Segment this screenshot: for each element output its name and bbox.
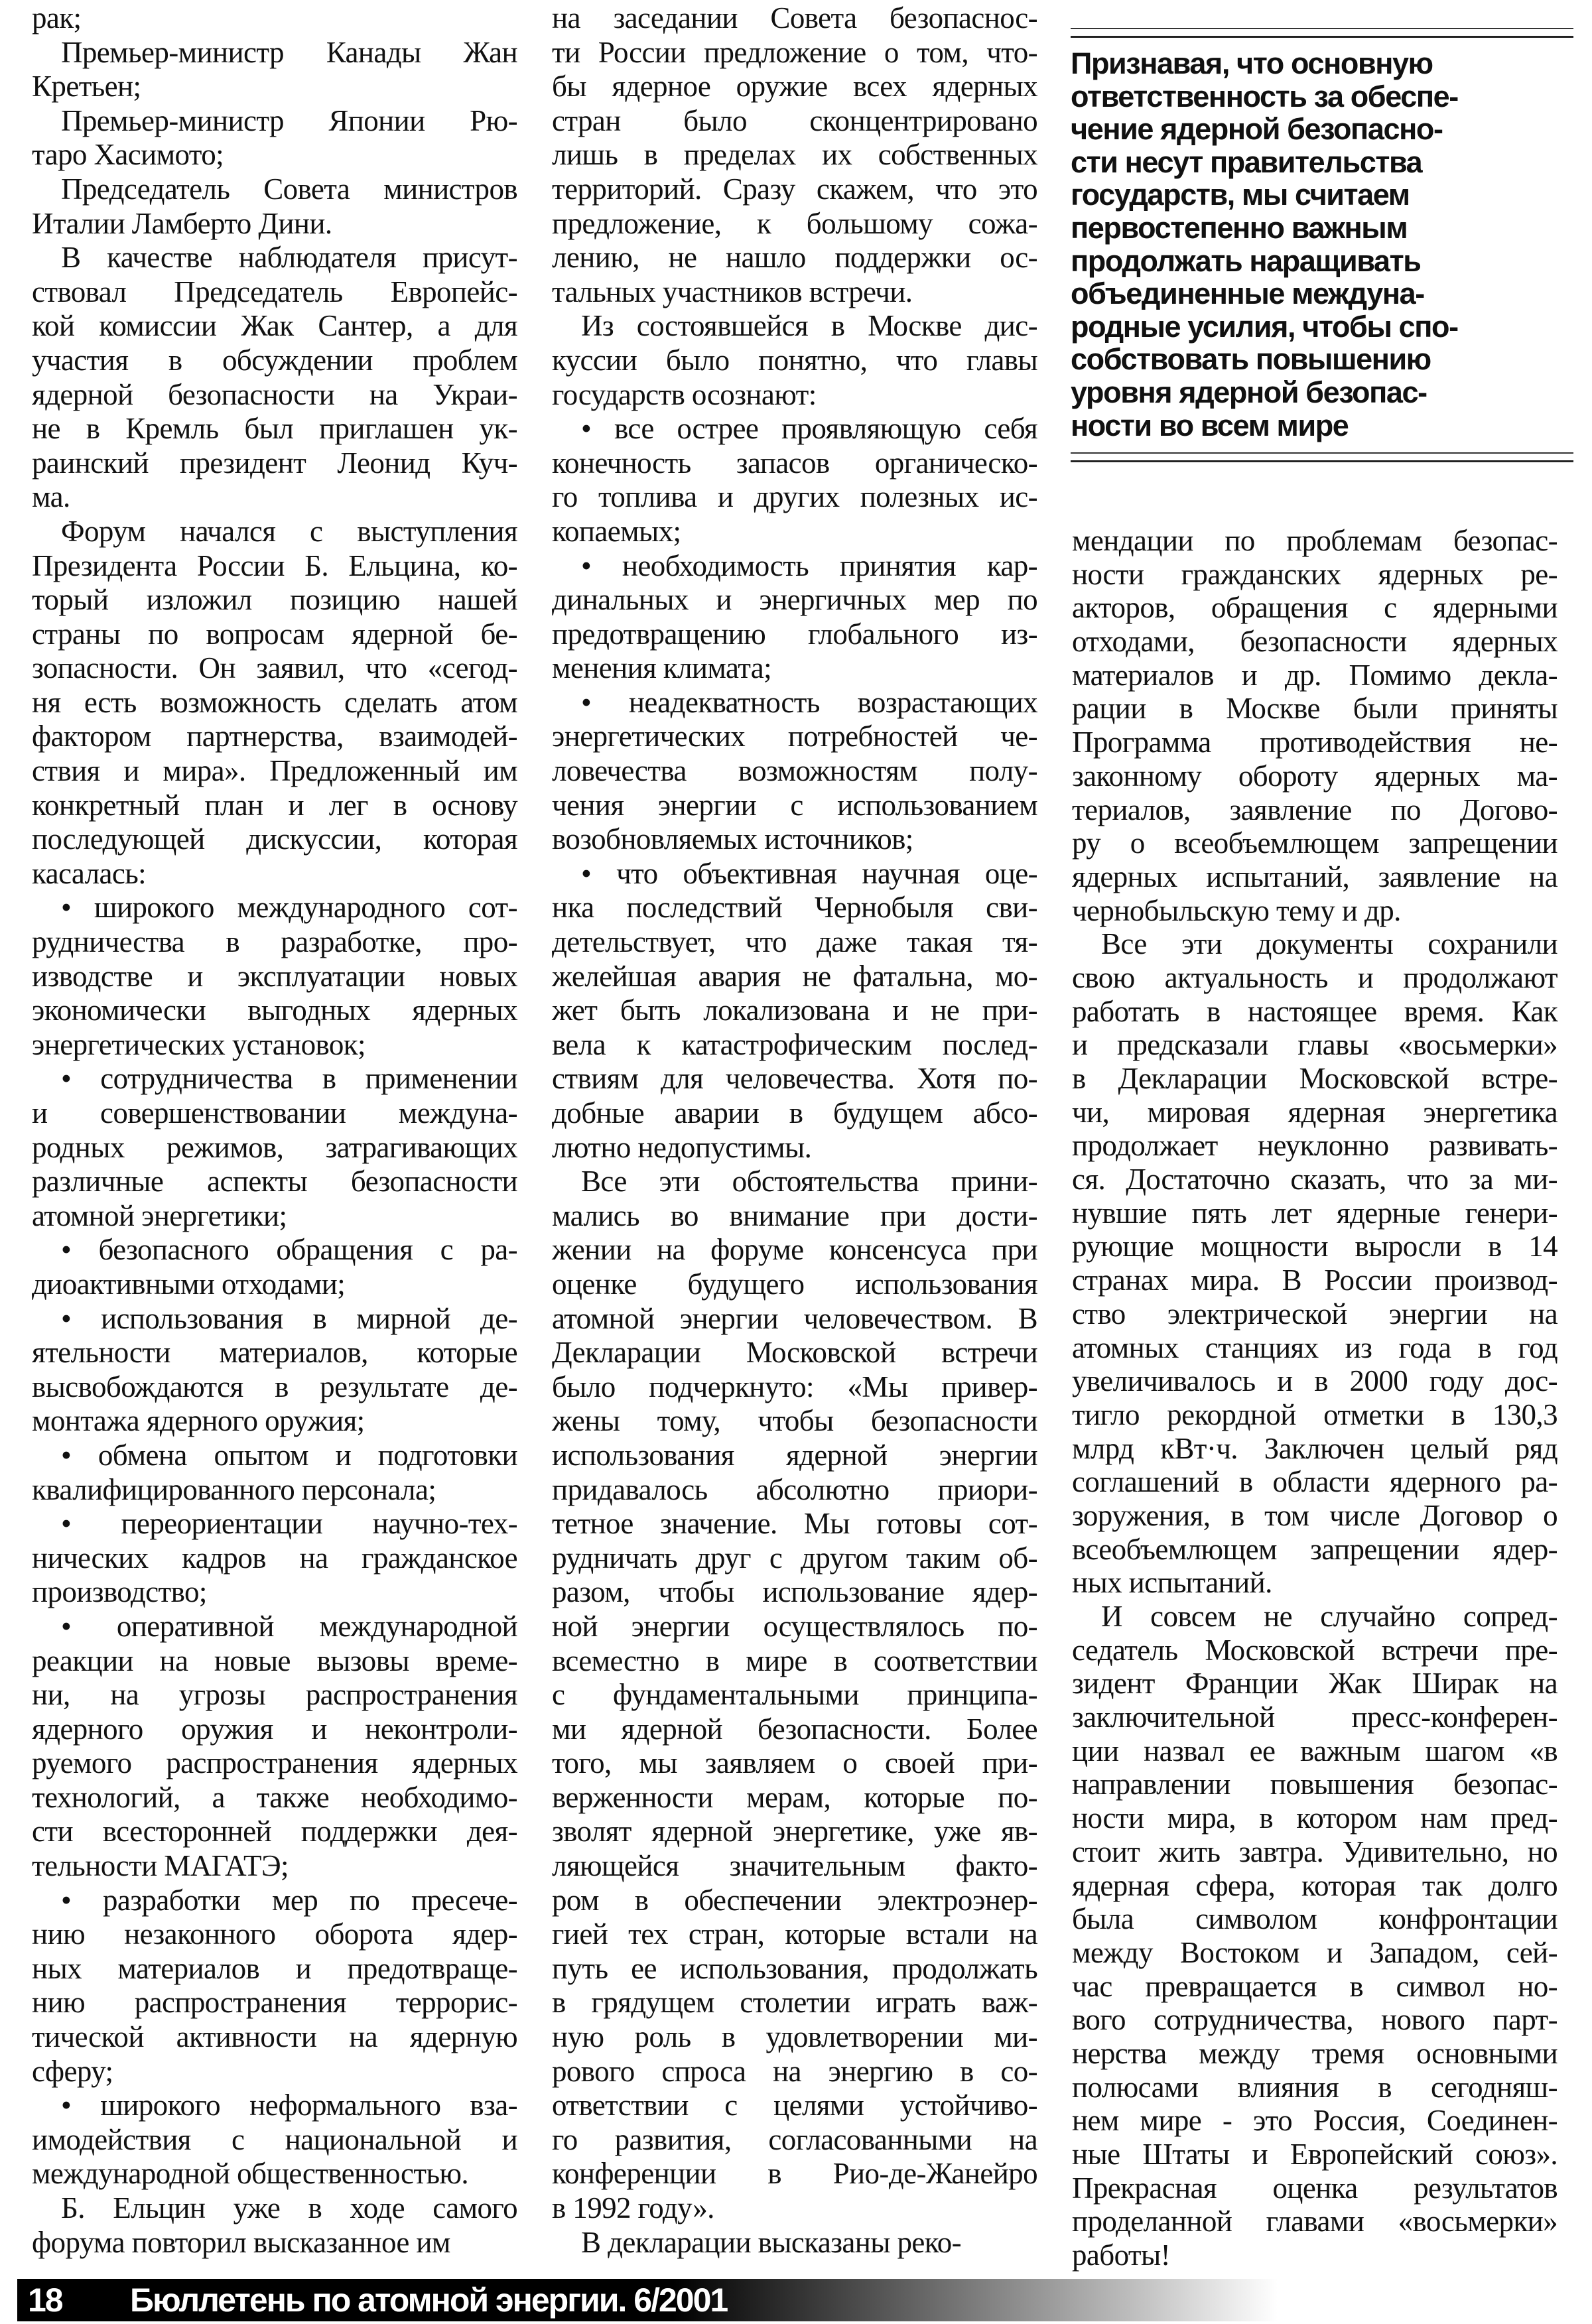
text-line: ответствии с целями устойчиво- bbox=[552, 2089, 1037, 2122]
pull-quote-line: уровня ядерной безопас- bbox=[1071, 375, 1427, 409]
text-line: в грядущем столетии играть важ- bbox=[552, 1986, 1037, 2020]
text-line: Кретьен; bbox=[32, 70, 141, 103]
text-line: рудничества в разработке, про- bbox=[32, 925, 517, 959]
paragraph bbox=[32, 36, 517, 104]
text-line: ствия и мира». Предложенный им bbox=[32, 754, 517, 788]
text-line: свою актуальность и продолжают bbox=[1072, 960, 1558, 994]
text-line: рового спроса на энергию в со- bbox=[552, 2054, 1037, 2088]
paragraph bbox=[552, 857, 1037, 1165]
text-line: • необходимость принятия кар- bbox=[581, 549, 1037, 582]
text-line: вела к катастрофическим послед- bbox=[552, 1027, 1037, 1061]
text-line: лению, не нашло поддержки ос- bbox=[552, 241, 1037, 275]
paragraph bbox=[32, 1, 517, 36]
text-line: тической активности на ядерную bbox=[32, 2020, 517, 2054]
paragraph bbox=[32, 1233, 517, 1301]
text-line: ствовал Председатель Европейс- bbox=[32, 275, 517, 308]
text-line: разом, чтобы использование ядер- bbox=[552, 1575, 1037, 1609]
text-line: динальных и энергичных мер по bbox=[552, 583, 1037, 617]
text-line: лютно недопустимы. bbox=[552, 1130, 812, 1164]
text-line: Президента России Б. Ельцина, ко- bbox=[32, 549, 517, 582]
text-line: Декларации Московской встречи bbox=[552, 1336, 1037, 1370]
paragraph bbox=[32, 1439, 517, 1507]
paragraph bbox=[552, 1165, 1037, 2225]
text-line: ных материалов и предотвраще- bbox=[32, 1951, 517, 1985]
paragraph bbox=[552, 412, 1037, 549]
text-line: между Востоком и Западом, сей- bbox=[1072, 1935, 1558, 1969]
text-line: ствиям для человечества. Хотя по- bbox=[552, 1062, 1037, 1096]
text-line: добные аварии в будущем абсо- bbox=[552, 1096, 1037, 1130]
pull-quote-line: государств, мы считаем bbox=[1071, 178, 1410, 212]
text-line: рак; bbox=[32, 1, 82, 34]
text-line: международной общественностью. bbox=[32, 2157, 469, 2191]
text-line: • неадекватность возрастающих bbox=[581, 685, 1037, 719]
text-line: Все эти документы сохранили bbox=[1101, 927, 1558, 961]
text-line: • оперативной международной bbox=[61, 1609, 517, 1643]
text-line: страны по вопросам ядерной бе- bbox=[32, 617, 517, 651]
text-line: Программа противодействия не- bbox=[1072, 726, 1558, 759]
text-line: • широкого неформального вза- bbox=[61, 2089, 517, 2122]
text-line: предложение, к большому сожа- bbox=[552, 206, 1037, 240]
paragraph bbox=[552, 1, 1037, 309]
text-line: го развития, согласованными на bbox=[552, 2122, 1037, 2156]
paragraph bbox=[1072, 927, 1558, 1600]
text-line: рудничать друг с другом таким об- bbox=[552, 1541, 1037, 1575]
text-line: сти всесторонней поддержки дея- bbox=[32, 1815, 517, 1848]
text-line: нерства между тремя основными bbox=[1072, 2036, 1558, 2070]
journal-title: Бюллетень по атомной энергии. 6/2001 bbox=[130, 2282, 728, 2319]
text-line: ма. bbox=[32, 480, 70, 514]
text-line: тетное значение. Мы готовы сот- bbox=[552, 1507, 1037, 1541]
text-line: высвобождаются в результате де- bbox=[32, 1370, 517, 1403]
text-line: квалифицированного персонала; bbox=[32, 1472, 436, 1506]
pull-quote bbox=[1071, 28, 1573, 462]
text-line: стоит жить завтра. Удивительно, но bbox=[1072, 1835, 1558, 1868]
text-line: ня есть возможность сделать атом bbox=[32, 685, 517, 719]
pull-quote-line: родные усилия, чтобы спо- bbox=[1071, 309, 1458, 344]
text-line: энергетических потребностей че- bbox=[552, 720, 1037, 753]
text-line: придавалось абсолютно приори- bbox=[552, 1472, 1037, 1506]
text-line: териалов, заявление по Догово- bbox=[1072, 793, 1558, 826]
text-line: нию распространения террорис- bbox=[32, 1986, 517, 2020]
article-column-3 bbox=[1072, 524, 1558, 2272]
paragraph bbox=[32, 1884, 517, 2089]
text-line: ных испытаний. bbox=[1072, 1566, 1272, 1600]
paragraph bbox=[32, 104, 517, 172]
pull-quote-line: чение ядерной безопасно- bbox=[1071, 112, 1443, 147]
text-line: лишь в пределах их собственных bbox=[552, 138, 1037, 172]
text-line: фактором партнерства, взаимодей- bbox=[32, 720, 517, 753]
paragraph bbox=[32, 1610, 517, 1884]
page-footer-bar bbox=[17, 2279, 1278, 2321]
text-line: таро Хасимото; bbox=[32, 138, 224, 172]
text-line: чения энергии с использованием bbox=[552, 788, 1037, 822]
text-line: в Декларации Московской встре- bbox=[1072, 1062, 1558, 1095]
text-line: В качестве наблюдателя присут- bbox=[61, 241, 517, 275]
paragraph bbox=[1072, 524, 1558, 927]
text-line: зоружения, в том числе Договор о bbox=[1072, 1498, 1558, 1532]
text-line: отходами, безопасности ядерных bbox=[1072, 625, 1558, 659]
text-line: Председатель Совета министров bbox=[61, 172, 517, 206]
text-line: желейшая авария не фатальна, мо- bbox=[552, 959, 1037, 993]
pull-quote-line: сти несут правительства bbox=[1071, 145, 1422, 179]
text-line: территорий. Сразу скажем, что это bbox=[552, 172, 1037, 206]
paragraph bbox=[32, 515, 517, 891]
paragraph bbox=[552, 549, 1037, 686]
text-line: седатель Московской встречи пре- bbox=[1072, 1633, 1558, 1667]
text-line: работать в настоящее время. Как bbox=[1072, 994, 1558, 1028]
text-line: ной энергии осуществлялось по- bbox=[552, 1609, 1037, 1643]
paragraph bbox=[552, 686, 1037, 857]
text-line: рующие мощности выросли в 14 bbox=[1072, 1230, 1558, 1263]
text-line: • безопасного обращения с ра- bbox=[61, 1233, 517, 1267]
pull-quote-line: собствовать повышению bbox=[1071, 342, 1431, 377]
text-line: того, мы заявляем о своей при- bbox=[552, 1746, 1037, 1780]
text-line: зидент Франции Жак Ширак на bbox=[1072, 1667, 1558, 1701]
text-line: торый изложил позицию нашей bbox=[32, 583, 517, 617]
text-line: всеместно в мире в соответствии bbox=[552, 1644, 1037, 1677]
text-line: государств осознают: bbox=[552, 377, 817, 411]
text-line: Премьер-министр Японии Рю- bbox=[61, 103, 517, 137]
text-line: конкретный план и лег в основу bbox=[32, 788, 517, 822]
text-line: ядерная сфера, которая так долго bbox=[1072, 1868, 1558, 1902]
text-line: и совершенствовании междуна- bbox=[32, 1096, 517, 1130]
text-line: родных режимов, затрагивающих bbox=[32, 1130, 517, 1164]
text-line: • переориентации научно-тех- bbox=[61, 1507, 517, 1541]
text-line: ядерной безопасности на Украи- bbox=[32, 377, 517, 411]
paragraph bbox=[32, 891, 517, 1062]
text-line: касалась: bbox=[32, 856, 147, 890]
text-line: ляющейся значительным факто- bbox=[552, 1849, 1037, 1883]
text-line: полюсами влияния в сегодняш- bbox=[1072, 2070, 1558, 2104]
paragraph bbox=[32, 241, 517, 515]
paragraph bbox=[32, 2089, 517, 2191]
text-line: изводстве и эксплуатации новых bbox=[32, 959, 517, 993]
text-line: ятельности материалов, которые bbox=[32, 1336, 517, 1370]
paragraph bbox=[32, 1507, 517, 1610]
text-line: ядерного оружия и неконтроли- bbox=[32, 1712, 517, 1746]
text-line: В декларации высказаны реко- bbox=[581, 2225, 962, 2259]
text-line: руемого распространения ядерных bbox=[32, 1746, 517, 1780]
text-line: мендации по проблемам безопас- bbox=[1072, 524, 1558, 557]
text-line: была символом конфронтации bbox=[1072, 1902, 1558, 1936]
text-line: проделанной главами «восьмерки» bbox=[1072, 2205, 1558, 2238]
text-line: Б. Ельцин уже в ходе самого bbox=[61, 2191, 517, 2225]
text-line: законному обороту ядерных ма- bbox=[1072, 759, 1558, 793]
text-line: жении на форуме консенсуса при bbox=[552, 1233, 1037, 1267]
text-line: жет быть локализована и не при- bbox=[552, 994, 1037, 1027]
text-line: ции назвал ее важным шагом «в bbox=[1072, 1734, 1558, 1768]
text-line: • разработки мер по пресече- bbox=[61, 1883, 517, 1917]
pull-quote-line: первостепенно важным bbox=[1071, 210, 1408, 245]
text-line: ру о всеобъемлющем запрещении bbox=[1072, 826, 1558, 860]
text-line: имодействия с национальной и bbox=[32, 2122, 517, 2156]
text-line: • сотрудничества в применении bbox=[61, 1062, 517, 1096]
text-line: копаемых; bbox=[552, 514, 681, 548]
text-line: путь ее использования, продолжать bbox=[552, 1951, 1037, 1985]
text-line: Форум начался с выступления bbox=[61, 514, 517, 548]
text-line: соглашений в области ядерного ра- bbox=[1072, 1465, 1558, 1499]
text-line: вого сотрудничества, нового парт- bbox=[1072, 2003, 1558, 2037]
text-line: куссии было понятно, что главы bbox=[552, 343, 1037, 377]
pull-quote-bottom-rule bbox=[1071, 452, 1573, 454]
text-line: атомной энергетики; bbox=[32, 1198, 287, 1232]
text-line: ную роль в удовлетворении ми- bbox=[552, 2020, 1037, 2054]
text-line: заключительной пресс-конферен- bbox=[1072, 1701, 1558, 1734]
text-line: мались во внимание при дости- bbox=[552, 1198, 1037, 1232]
text-line: конференции в Рио-де-Жанейро bbox=[552, 2157, 1037, 2191]
text-line: И совсем не случайно сопред- bbox=[1101, 1600, 1558, 1633]
text-line: ство электрической энергии на bbox=[1072, 1297, 1558, 1330]
paragraph bbox=[1072, 1600, 1558, 2272]
text-line: с фундаментальными принципа- bbox=[552, 1678, 1037, 1712]
text-line: участия в обсуждении проблем bbox=[32, 343, 517, 377]
text-line: ром в обеспечении электроэнер- bbox=[552, 1883, 1037, 1917]
text-line: экономически выгодных ядерных bbox=[32, 994, 517, 1027]
text-line: зволят ядерной энергетике, уже яв- bbox=[552, 1815, 1037, 1848]
pull-quote-bottom-rule-2 bbox=[1071, 460, 1573, 462]
text-line: час превращается в символ но- bbox=[1072, 1969, 1558, 2003]
text-line: тельности МАГАТЭ; bbox=[32, 1849, 289, 1883]
text-line: жены тому, чтобы безопасности bbox=[552, 1404, 1037, 1438]
text-line: производство; bbox=[32, 1575, 207, 1609]
text-line: тальных участников встречи. bbox=[552, 275, 913, 308]
text-line: • все острее проявляющую себя bbox=[581, 412, 1037, 446]
text-line: • обмена опытом и подготовки bbox=[61, 1438, 517, 1472]
text-line: ни, на угрозы распространения bbox=[32, 1678, 517, 1712]
text-line: последующей дискуссии, которая bbox=[32, 822, 517, 856]
text-line: ся. Достаточно сказать, что за ми- bbox=[1072, 1163, 1558, 1196]
text-line: акторов, обращения с ядерными bbox=[1072, 591, 1558, 625]
text-line: нем мире - это Россия, Соединен- bbox=[1072, 2104, 1558, 2138]
text-line: было подчеркнуто: «Мы привер- bbox=[552, 1370, 1037, 1403]
text-line: технологий, а также необходимо- bbox=[32, 1780, 517, 1814]
text-line: на заседании Совета безопаснос- bbox=[552, 1, 1037, 34]
paragraph bbox=[32, 2191, 517, 2260]
text-line: форума повторил высказанное им bbox=[32, 2225, 450, 2259]
paragraph bbox=[552, 309, 1037, 412]
pull-quote-line: ности во всем мире bbox=[1071, 408, 1349, 442]
text-line: Из состоявшейся в Москве дис- bbox=[581, 309, 1037, 343]
pull-quote-line: Признавая, что основную bbox=[1071, 46, 1433, 80]
text-line: направлении повышения безопас- bbox=[1072, 1768, 1558, 1801]
text-line: нических кадров на гражданское bbox=[32, 1541, 517, 1575]
text-line: атомных станциях из года в год bbox=[1072, 1330, 1558, 1364]
text-line: оценке будущего использования bbox=[552, 1267, 1037, 1301]
text-line: зопасности. Он заявил, что «сегод- bbox=[32, 651, 517, 685]
text-line: работы! bbox=[1072, 2238, 1170, 2272]
text-line: детельствует, что даже такая тя- bbox=[552, 925, 1037, 959]
text-line: Италии Ламберто Дини. bbox=[32, 206, 332, 240]
text-line: раинский президент Леонид Куч- bbox=[32, 446, 517, 480]
page-number: 18 bbox=[28, 2282, 62, 2319]
text-line: го топлива и других полезных ис- bbox=[552, 480, 1037, 514]
pull-quote-top-rule bbox=[1071, 28, 1573, 29]
text-line: гией тех стран, которые встали на bbox=[552, 1917, 1037, 1951]
text-line: материалов и др. Помимо декла- bbox=[1072, 658, 1558, 692]
text-line: в 1992 году». bbox=[552, 2191, 714, 2225]
article-column-1 bbox=[32, 1, 517, 2260]
text-line: диоактивными отходами; bbox=[32, 1267, 346, 1301]
text-line: верженности мерам, которые по- bbox=[552, 1780, 1037, 1814]
text-line: млрд кВт·ч. Заключен целый ряд bbox=[1072, 1431, 1558, 1465]
text-line: возобновляемых источников; bbox=[552, 822, 913, 856]
text-line: увеличивалось и в 2000 году дос- bbox=[1072, 1364, 1558, 1398]
text-line: рации в Москве были приняты bbox=[1072, 692, 1558, 726]
text-line: всеобъемлющем запрещении ядер- bbox=[1072, 1532, 1558, 1566]
text-line: Все эти обстоятельства прини- bbox=[581, 1165, 1037, 1198]
text-line: различные аспекты безопасности bbox=[32, 1165, 517, 1198]
pull-quote-line: продолжать наращивать bbox=[1071, 243, 1421, 278]
text-line: ядерных испытаний, заявление на bbox=[1072, 860, 1558, 893]
text-line: атомной энергии человечеством. В bbox=[552, 1301, 1037, 1335]
text-line: использования ядерной энергии bbox=[552, 1438, 1037, 1472]
text-line: тигло рекордной отметки в 130,3 bbox=[1072, 1397, 1558, 1431]
text-line: ловечества возможностям полу- bbox=[552, 754, 1037, 788]
text-line: нию незаконного оборота ядер- bbox=[32, 1917, 517, 1951]
text-line: ности гражданских ядерных ре- bbox=[1072, 557, 1558, 591]
text-line: Прекрасная оценка результатов bbox=[1072, 2171, 1558, 2205]
pull-quote-line: объединенные междуна- bbox=[1071, 277, 1424, 311]
text-line: • что объективная научная оце- bbox=[581, 856, 1037, 890]
text-line: продолжает неуклонно развивать- bbox=[1072, 1129, 1558, 1163]
text-line: и предсказали главы «восьмерки» bbox=[1072, 1028, 1558, 1062]
text-line: ности мира, в котором нам пред- bbox=[1072, 1801, 1558, 1835]
pull-quote-line: ответственность за обеспе- bbox=[1071, 79, 1458, 113]
text-line: • использования в мирной де- bbox=[61, 1301, 517, 1335]
text-line: конечность запасов органическо- bbox=[552, 446, 1037, 480]
text-line: нка последствий Чернобыля сви- bbox=[552, 891, 1037, 925]
text-line: предотвращению глобального из- bbox=[552, 617, 1037, 651]
pull-quote-text bbox=[1071, 38, 1573, 452]
text-line: • широкого международного сот- bbox=[61, 891, 517, 925]
text-line: сферу; bbox=[32, 2054, 113, 2088]
text-line: ми ядерной безопасности. Более bbox=[552, 1712, 1037, 1746]
text-line: нувшие пять лет ядерные генери- bbox=[1072, 1196, 1558, 1230]
paragraph bbox=[32, 172, 517, 241]
text-line: монтажа ядерного оружия; bbox=[32, 1404, 365, 1438]
text-line: чернобыльскую тему и др. bbox=[1072, 893, 1401, 927]
paragraph bbox=[32, 1302, 517, 1439]
text-line: кой комиссии Жак Сантер, а для bbox=[32, 309, 517, 343]
article-column-2 bbox=[552, 1, 1037, 2260]
text-line: ти России предложение о том, что- bbox=[552, 35, 1037, 69]
text-line: чи, мировая ядерная энергетика bbox=[1072, 1095, 1558, 1129]
text-line: ные Штаты и Европейский союз». bbox=[1072, 2138, 1558, 2171]
text-line: странах мира. В России производ- bbox=[1072, 1263, 1558, 1297]
text-line: реакции на новые вызовы време- bbox=[32, 1644, 517, 1677]
paragraph bbox=[552, 2226, 1037, 2260]
text-line: стран было сконцентрировано bbox=[552, 103, 1037, 137]
text-line: энергетических установок; bbox=[32, 1027, 365, 1061]
text-line: не в Кремль был приглашен ук- bbox=[32, 412, 517, 446]
paragraph bbox=[32, 1062, 517, 1233]
text-line: менения климата; bbox=[552, 651, 772, 685]
text-line: Премьер-министр Канады Жан bbox=[61, 35, 517, 69]
text-line: бы ядерное оружие всех ядерных bbox=[552, 70, 1037, 103]
